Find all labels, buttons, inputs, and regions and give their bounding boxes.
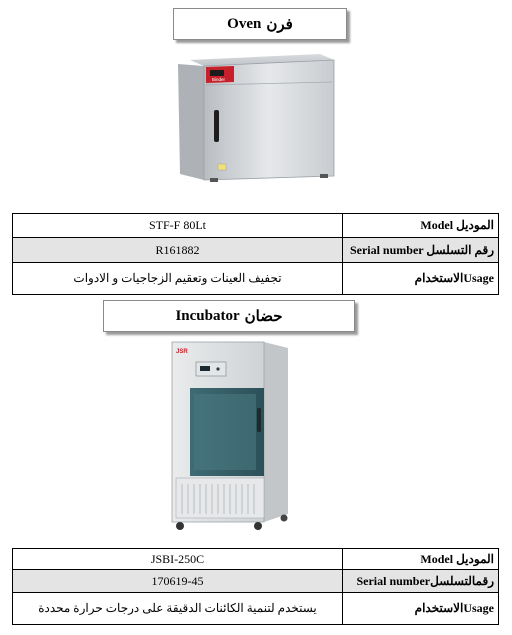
incubator-title-box [103,300,355,332]
incubator-title-en: Incubator [175,307,240,324]
oven-model-value: STF-F 80Lt [13,214,343,238]
incubator-model-label: Model الموديل [343,549,499,570]
incubator-spec-table [12,548,499,625]
oven-spec-table [12,213,499,295]
oven-title-en: Oven [227,15,262,32]
oven-title-box [173,8,347,40]
incubator-serial-value: 170619-45 [13,570,343,593]
incubator-row-usage [13,593,499,625]
incubator-image [166,338,300,534]
incubator-usage-label: الاستخدامUsage [343,593,499,625]
oven-row-usage [13,263,499,295]
incubator-brand-text: JSR [176,349,188,355]
oven-row-serial [13,238,499,263]
oven-image [170,52,342,184]
oven-title-ar: فرن [266,16,293,33]
oven-model-label: Model الموديل [343,214,499,238]
oven-serial-value: R161882 [13,238,343,263]
oven-usage-label: الاستخدامUsage [343,263,499,295]
incubator-title-ar: حضان [244,308,283,325]
incubator-row-serial [13,570,499,593]
incubator-row-model [13,549,499,570]
incubator-model-value: JSBI-250C [13,549,343,570]
incubator-serial-label: Serial numberرقمالتسلسل [343,570,499,593]
oven-brand-text: Binder [212,77,226,82]
incubator-usage-value: يستخدم لتنمية الكائنات الدقيقة على درجات حرارة محددة [13,593,343,625]
oven-row-model [13,214,499,238]
oven-serial-label: Serial number رقم التسلسل [343,238,499,263]
oven-usage-value: تجفيف العينات وتعقيم الزجاجيات و الادوات [13,263,343,295]
